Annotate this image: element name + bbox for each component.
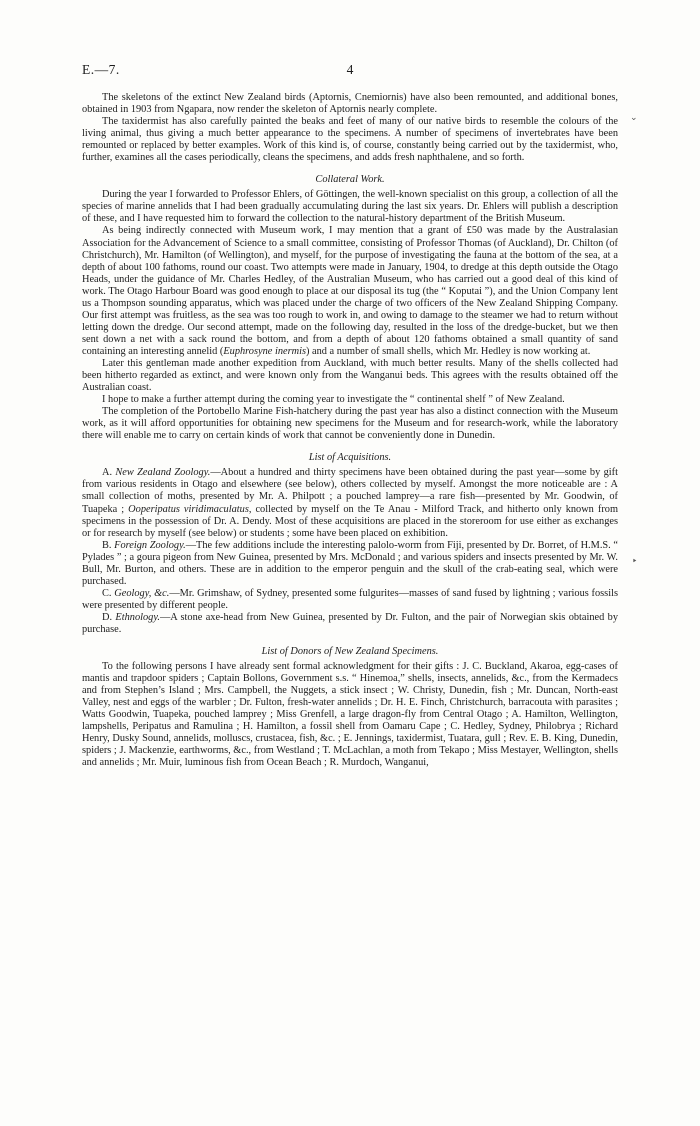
page-body [82, 92, 618, 769]
item-label: C. [102, 587, 115, 599]
margin-mark: ‣ [632, 556, 638, 566]
item-label: B. [102, 539, 115, 551]
species-name: Ooperipatus viridimaculatus [128, 503, 249, 515]
paragraph-ehlers: During the year I forwarded to Professor Ehlers, of Göttingen, the well-known specialist on this group, a collection of all the species of marine annelids that I had been gradually accumulating during the last six years. Dr. Ehlers will publish a description of these, and I have requested him to forward the collection to the natural-history department of the British Museum. [82, 189, 618, 225]
paragraph-ethnology [82, 612, 618, 636]
paragraph-skeletons: The skeletons of the extinct New Zealand birds (Aptornis, Cnemiornis) have also been remounted, and additional bones, obtained in 1903 from Ngapara, now render the skeleton of Aptornis nearly complete. [82, 92, 618, 116]
paragraph-donors: To the following persons I have already sent formal acknowledgment for their gifts : J. C. Buckland, Akaroa, egg-cases of mantis and trapdoor spiders ; Captain Bollons, Government s.s. “ Hinemoa,” shells, insects, annelids, &c., from the Kermadecs and from Stephen’s Island ; Mrs. Campbell, the Nuggets, a stick insect ; W. Christy, Dunedin, fish ; Mr. Duncan, North-east Valley, nest and eggs of the warbler ; Dr. Fulton, fresh-water annelids ; Dr. H. E. Finch, Christchurch, barracouta with parasites ; Watts Goodwin, Tuapeka, pouched lamprey ; Miss Grenfell, a large dragon-fly from Central Otago ; A. Hamilton, Wellington, lampshells, Peripatus and Ramulina ; H. Hamilton, a fossil shell from Oamaru Cape ; C. Hedley, Sydney, Philobrya ; Richard Henry, Dusky Sound, annelids, molluscs, crustacea, fish, &c. ; E. Jennings, taxidermist, Tuatara, gull ; Rev. E. B. King, Dunedin, spiders ; J. Mackenzie, earthworms, &c., from Westland ; T. McLachlan, a moth from Tekapo ; Miss Mestayer, Wellington, shells and annelids ; Mr. Muir, luminous fish from Ocean Beach ; R. Murdoch, Wanganui, [82, 661, 618, 769]
item-label: A. [102, 467, 116, 479]
paragraph-geology [82, 588, 618, 612]
page-header [82, 62, 618, 80]
paragraph-nz-zoology [82, 467, 618, 539]
text: —The few additions include the interesting palolo-worm from Fiji, presented by Dr. Borret, of H.M.S. “ Pylades ” ; a goura pigeon from New Guinea, presented by Mrs. McDonald ; and various spiders and insects presented by Mr. W. Bull, Mr. Burton, and others. These are in addition to the emperor penguin and the skull of the crab-eating seal, which were purchased. [82, 539, 618, 587]
margin-mark: ⌄ [630, 112, 638, 122]
item-title: Geology, &c. [114, 587, 170, 599]
page-number: 4 [346, 62, 354, 77]
text: , collected by myself on the Te Anau - Milford Track, and hitherto only known from specimens in the possession of Dr. A. Dendy. Most of these acquisitions are placed in the storeroom for use either as exchanges or for research by myself (see below) or students ; some have been placed on exhibition. [82, 503, 618, 539]
item-title: Ethnology. [115, 611, 160, 623]
text: —A stone axe-head from New Guinea, presented by Dr. Fulton, and the pair of Norwegian skis obtained by purchase. [82, 611, 618, 635]
text: —About a hundred and thirty specimens have been obtained during the past year—some by gift from various residents in Otago and elsewhere (see below), others collected by myself. Amongst the more noticeable are : A small collection of moths, presented by Mr. A. Philpott ; a pouched lamprey—a rare fish—presented by Mr. Goodwin, of Tuapeka ; [82, 467, 618, 515]
report-code: E.—7. [82, 62, 120, 77]
heading-donors: List of Donors of New Zealand Specimens. [261, 646, 439, 658]
text: ) and a number of small shells, which Mr. Hedley is now working at. [305, 345, 591, 357]
heading-collateral-work: Collateral Work. [315, 174, 385, 186]
text: —Mr. Grimshaw, of Sydney, presented some fulgurites—masses of sand fused by lightning ; various fossils were presented by different people. [82, 587, 618, 611]
paragraph-taxidermist: The taxidermist has also carefully painted the beaks and feet of many of our native birds to resemble the colours of the living animal, thus giving a much better appearance to the specimens. A number of specimens of invertebrates have been remounted or replaced by better examples. Work of this kind is, of course, constantly being carried out by the taxidermist, who, further, examines all the cases periodically, cleans the specimens, and adds fresh naphthalene, and so forth. [82, 116, 618, 164]
item-label: D. [102, 611, 116, 623]
paragraph-dredging [82, 225, 618, 358]
paragraph-expedition: Later this gentleman made another expedition from Auckland, with much better results. Many of the shells collected had been hitherto regarded as extinct, and were known only from the Wanganui beds. This agrees with the results obtained off the Australian coast. [82, 357, 618, 394]
paragraph-foreign-zoology [82, 540, 618, 588]
heading-acquisitions: List of Acquisitions. [308, 452, 392, 464]
paragraph-fish-hatchery: The completion of the Portobello Marine Fish-hatchery during the past year has also a distinct connection with the Museum work, as it will afford opportunities for obtaining new specimens for the Museum and for research-work, while the laboratory there will enable me to carry on certain kinds of work that cannot be conveniently done in Dunedin. [82, 406, 618, 442]
item-title: Foreign Zoology. [114, 539, 186, 551]
text: As being indirectly connected with Museum work, I may mention that a grant of £50 was made by the Australasian Association for the Advancement of Science to a small committee, consisting of Professor Thomas (of Auckland), Dr. Chilton (of Christchurch), Mr. Hamilton (of Wellington), and myself, for the purpose of investigating the fauna at the bottom of the sea, at a depth of about 100 fathoms, round our coast. Two attempts were made in January, 1904, to dredge at this depth outside the Otago Heads, under the guidance of Mr. Charles Hedley, of the Australian Museum, who has carried out a good deal of this kind of work. The Otago Harbour Board was good enough to place at our disposal its tug (the “ Koputai ”), and the Union Company lent us a Thompson sounding apparatus, which was placed under the charge of two officers of the New Zealand Shipping Company. Our first attempt was fruitless, as the sea was too rough to work in, and owing to damage to the steamer we had to return without letting down the dredge. Our second attempt, made on the following day, resulted in the loss of the dredge-bucket, but we then sent down a net with a sack round the bottom, and from a depth of about 120 fathoms obtained a small quantity of sand containing an interesting annelid ( [82, 225, 618, 357]
paragraph-continental-shelf: I hope to make a further attempt during the coming year to investigate the “ continental shelf ” of New Zealand. [102, 394, 565, 406]
item-title: New Zealand Zoology. [115, 467, 211, 479]
species-name: Euphrosyne inermis [223, 345, 306, 357]
